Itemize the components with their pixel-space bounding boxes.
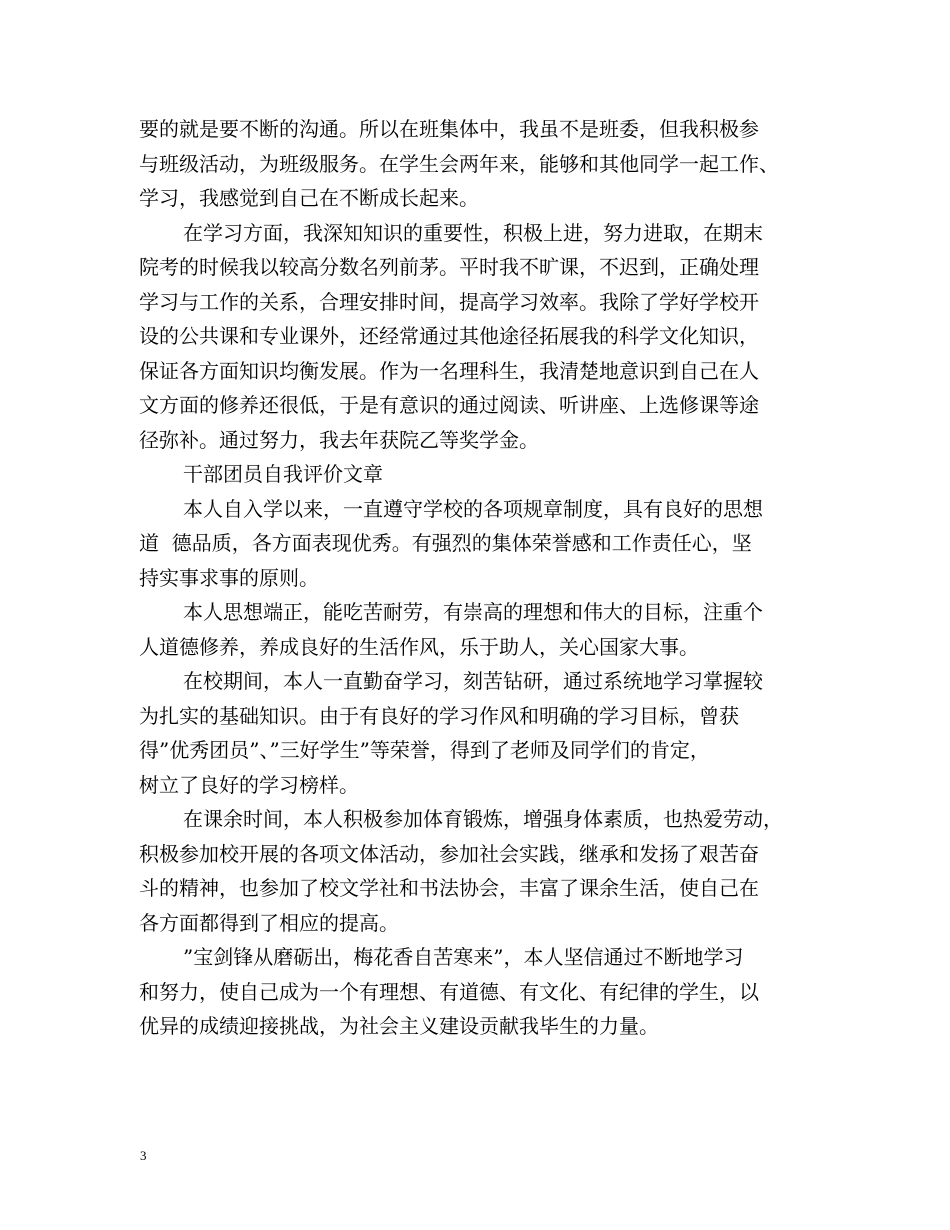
text-line: 院考的时候我以较高分数名列前茅。平时我不旷课，不迟到，正确处理: [139, 255, 759, 279]
text-line: 设的公共课和专业课外，还经常通过其他途径拓展我的科学文化知识，: [139, 324, 759, 348]
paragraph-start-line: 在课余时间，本人积极参加体育锻炼，增强身体素质，也热爱劳动，: [183, 807, 783, 831]
text-line: 文方面的修养还很低，于是有意识的通过阅读、听讲座、上选修课等途: [139, 393, 759, 417]
paragraph-start-line: 本人自入学以来，一直遵守学校的各项规章制度，具有良好的思想: [183, 496, 763, 521]
text-line: 和努力，使自己成为一个有理想、有道德、有文化、有纪律的学生，以: [139, 979, 759, 1004]
text-line: 道 德品质，各方面表现优秀。有强烈的集体荣誉感和工作责任心，坚: [139, 531, 752, 555]
text-line: 学习与工作的关系，合理安排时间，提高学习效率。我除了学好学校开: [139, 289, 759, 314]
text-line: 与班级活动，为班级服务。在学生会两年来，能够和其他同学一起工作、: [139, 151, 779, 176]
text-line: 保证各方面知识均衡发展。作为一名理科生，我清楚地意识到自己在人: [139, 358, 759, 383]
paragraph-start-line: 在学习方面，我深知知识的重要性，积极上进，努力进取，在期末: [183, 220, 763, 245]
text-line: 各方面都得到了相应的提高。: [139, 910, 399, 935]
text-line: 学习，我感觉到自己在不断成长起来。: [139, 186, 479, 210]
text-line: 为扎实的基础知识。由于有良好的学习作风和明确的学习目标，曾获: [139, 703, 739, 728]
text-line: 优异的成绩迎接挑战，为社会主义建设贡献我毕生的力量。: [139, 1014, 659, 1038]
text-line: 持实事求事的原则。: [139, 565, 319, 590]
text-line: 人道德修养，养成良好的生活作风，乐于助人，关心国家大事。: [139, 634, 699, 659]
paragraph-start-line: 在校期间，本人一直勤奋学习，刻苦钻研，通过系统地学习掌握较: [183, 669, 763, 693]
text-line: 斗的精神，也参加了校文学社和书法协会，丰富了课余生活，使自己在: [139, 876, 759, 900]
document-body: [139, 112, 829, 1044]
text-line: 得”优秀团员”、”三好学生”等荣誉，得到了老师及同学们的肯定，: [139, 738, 710, 762]
page-number: 3: [140, 1148, 147, 1163]
text-line: 径弥补。通过努力，我去年获院乙等奖学金。: [139, 427, 539, 452]
text-line: 要的就是要不断的沟通。所以在班集体中，我虽不是班委，但我积极参: [139, 117, 759, 141]
text-line: 积极参加校开展的各项文体活动，参加社会实践，继承和发扬了艰苦奋: [139, 841, 759, 866]
section-heading: 干部团员自我评价文章: [183, 462, 383, 486]
paragraph-start-line: ”宝剑锋从磨砺出，梅花香自苦寒来”，本人坚信通过不断地学习: [183, 945, 744, 969]
paragraph-start-line: 本人思想端正，能吃苦耐劳，有崇高的理想和伟大的目标，注重个: [183, 600, 763, 624]
text-line: 树立了良好的学习榜样。: [139, 772, 359, 797]
